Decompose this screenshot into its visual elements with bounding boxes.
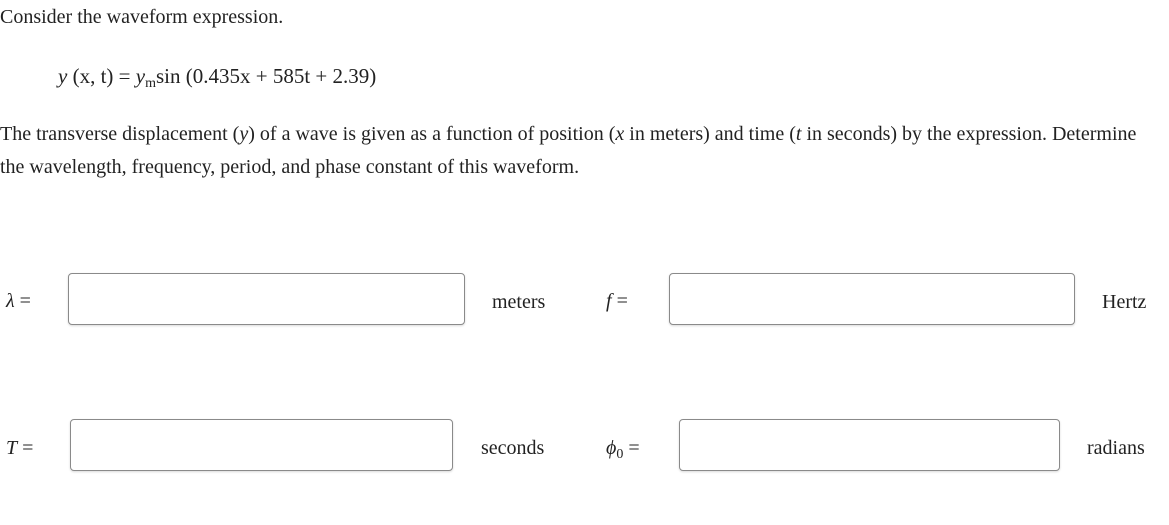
phase-input[interactable] [679,419,1060,471]
wavelength-unit: meters [492,291,546,313]
paragraph-part: in meters) and time ( [624,123,796,145]
phase-subscript: 0 [616,447,624,462]
wavelength-input[interactable] [68,273,465,325]
period-equals: = [22,437,34,459]
paragraph-var-x: x [615,123,625,145]
period-unit: seconds [481,437,545,459]
paragraph-part: in seconds) by the expression. Determine the wavelength, frequency, period, and phase constant of this waveform. [0,123,1137,178]
equation-equals: = [118,64,131,88]
problem-paragraph [0,118,1160,184]
period-input[interactable] [70,419,453,471]
equation-func: sin [155,64,181,88]
paragraph-var-y: y [239,123,249,145]
frequency-equals: = [616,290,628,312]
phase-symbol: ϕ [606,437,617,459]
period-label [6,437,33,460]
equation-args: (x, t) [72,64,114,88]
waveform-equation [58,64,376,92]
wavelength-label [6,290,31,313]
intro-text: Consider the waveform expression. [0,6,284,28]
phase-unit: radians [1087,437,1145,459]
wavelength-equals: = [19,290,31,312]
phase-label [606,437,640,463]
phase-equals: = [628,437,640,459]
equation-function-args: (0.435x + 585t + 2.39) [185,64,377,88]
wavelength-symbol: λ [6,290,15,312]
period-symbol: T [6,437,18,459]
frequency-unit: Hertz [1102,291,1147,313]
paragraph-part: ) of a wave is given as a function of position ( [248,123,616,145]
paragraph-var-t: t [795,123,802,145]
frequency-label [606,290,628,313]
equation-amplitude-sub: m [145,76,156,91]
frequency-input[interactable] [669,273,1075,325]
paragraph-part: The transverse displacement ( [0,123,240,145]
frequency-symbol: f [606,290,612,312]
equation-amplitude: y [135,64,146,88]
equation-y: y [58,64,68,88]
